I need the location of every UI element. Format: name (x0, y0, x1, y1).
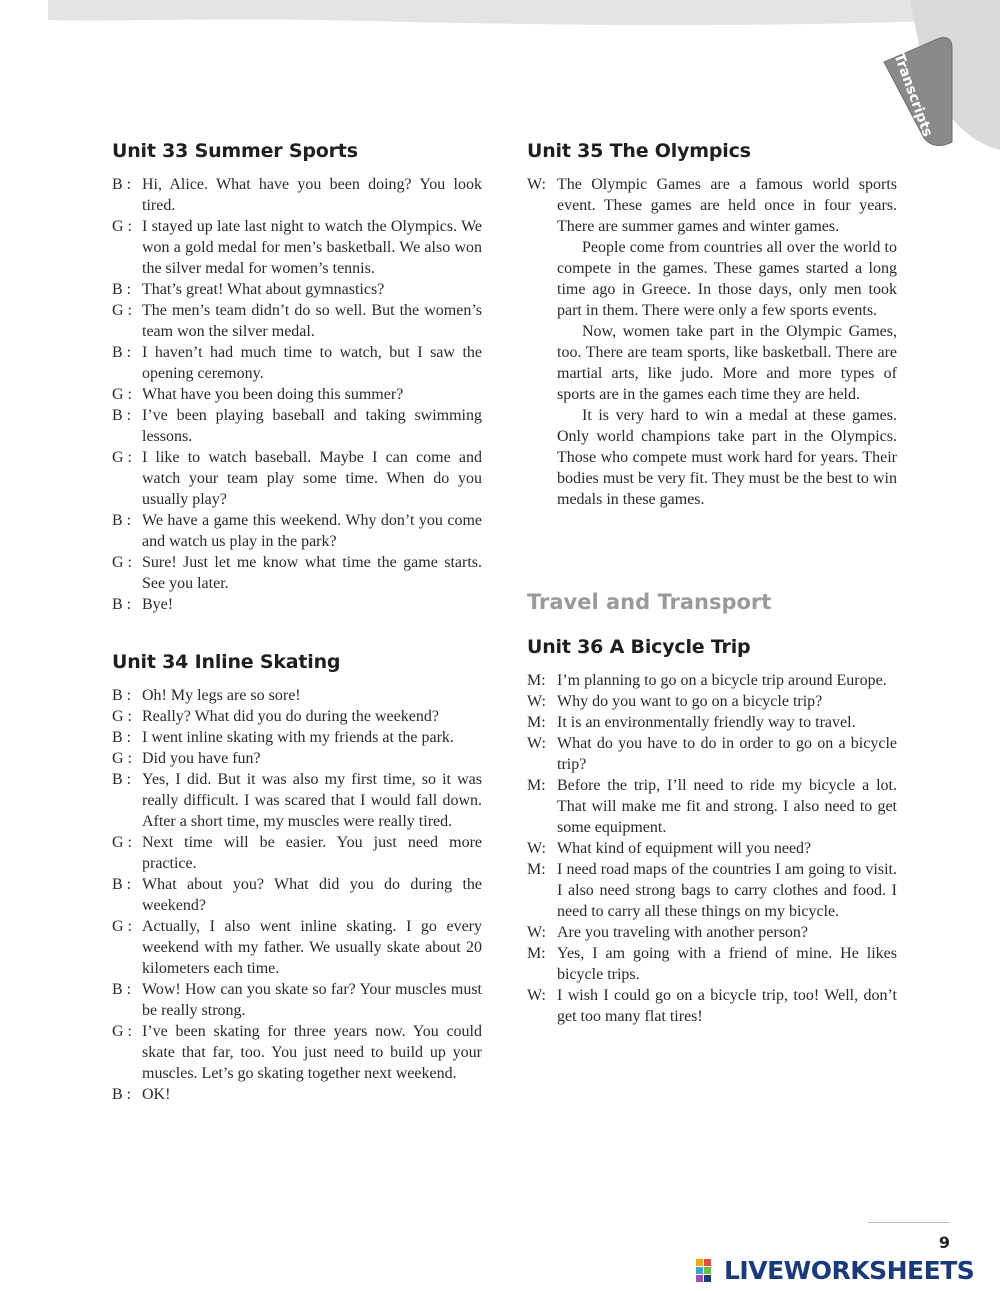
dialog-line: M: I need road maps of the countries I am going to visit. I also need strong bags to carry clothes and food. I need to carry all these things on my bicycle. (527, 861, 897, 920)
right-column (527, 140, 897, 1027)
dialog-line: B : We have a game this weekend. Why don’t you come and watch us play in the park? (112, 512, 482, 550)
dialog-line: G : Really? What did you do during the weekend? (112, 708, 439, 725)
dialog-line: B : What about you? What did you do during the weekend? (112, 876, 482, 914)
dialog-line: B : I haven’t had much time to watch, but I saw the opening ceremony. (112, 344, 482, 382)
liveworksheets-icon (696, 1257, 720, 1283)
dialog-line: M: Yes, I am going with a friend of mine. He likes bicycle trips. (527, 945, 897, 983)
transcripts-tab-label: Transcripts (890, 51, 936, 139)
brand-name: LIVEWORKSHEETS (724, 1255, 975, 1285)
dialog-line: B : Hi, Alice. What have you been doing? You look tired. (112, 176, 482, 214)
dialog-line: B : Wow! How can you skate so far? Your muscles must be really strong. (112, 981, 482, 1019)
unit-35-narration (527, 174, 897, 510)
unit-36-title: Unit 36 A Bicycle Trip (527, 636, 751, 658)
dialog-line: B : I’ve been playing baseball and taking swimming lessons. (112, 407, 482, 445)
dialog-line: M: Before the trip, I’ll need to ride my bicycle a lot. That will make me fit and strong. I also need to get some equipment. (527, 777, 897, 836)
left-column (112, 140, 482, 1105)
narration-paragraph: People come from countries all over the world to compete in the games. These games started a long time ago in Greece. In those days, only men took part in them. There were only a few sports events. (557, 239, 897, 319)
dialog-line: W: I wish I could go on a bicycle trip, too! Well, don’t get too many flat tires! (527, 987, 897, 1025)
dialog-line: G : Did you have fun? (112, 750, 261, 767)
dialog-line: B : Bye! (112, 596, 174, 613)
liveworksheets-logo[interactable] (696, 1254, 974, 1286)
unit-33-dialog (112, 174, 482, 615)
dialog-line: G : Sure! Just let me know what time the game starts. See you later. (112, 554, 482, 592)
header-swoosh (48, 0, 1000, 25)
dialog-line: G : What have you been doing this summer? (112, 386, 404, 403)
unit-35-section (527, 140, 897, 510)
dialog-line: M: It is an environmentally friendly way to travel. (527, 714, 856, 731)
unit-34-section (112, 651, 482, 1105)
travel-section-title: Travel and Transport (527, 590, 772, 614)
dialog-line: G : The men’s team didn’t do so well. But the women’s team won the silver medal. (112, 302, 482, 340)
transcripts-tab (886, 50, 940, 140)
dialog-line: B : Yes, I did. But it was also my first time, so it was really difficult. I was scared that I would fall down. After a short time, my muscles were really tired. (112, 771, 482, 830)
dialog-line: G : Actually, I also went inline skating. I go every weekend with my father. We usually skate about 20 kilometers each time. (112, 918, 482, 977)
dialog-line: G : I like to watch baseball. Maybe I can come and watch your team play some time. When do you usually play? (112, 449, 482, 508)
dialog-line: W: What kind of equipment will you need? (527, 840, 812, 857)
unit-36-dialog (527, 670, 897, 1027)
unit-34-dialog (112, 685, 482, 1105)
dialog-line: B : Oh! My legs are so sore! (112, 687, 301, 704)
unit-34-title: Unit 34 Inline Skating (112, 651, 341, 673)
dialog-line: W: What do you have to do in order to go on a bicycle trip? (527, 735, 897, 773)
dialog-line: G : Next time will be easier. You just need more practice. (112, 834, 482, 872)
narration-paragraph: Now, women take part in the Olympic Games, too. There are team sports, like basketball. There are martial arts, like judo. More and more types of sports are in the games each time they are held. (557, 323, 897, 403)
dialog-line: B : That’s great! What about gymnastics? (112, 281, 385, 298)
unit-35-title: Unit 35 The Olympics (527, 140, 751, 162)
narration-paragraph: The Olympic Games are a famous world sports event. These games are held once in four years. There are summer games and winter games. (557, 176, 897, 235)
dialog-line: B : I went inline skating with my friends at the park. (112, 729, 454, 746)
dialog-line: G : I stayed up late last night to watch the Olympics. We won a gold medal for men’s basketball. We also won the silver medal for women’s tennis. (112, 218, 482, 277)
dialog-line: G : I’ve been skating for three years now. You could skate that far, too. You just need to build up your muscles. Let’s go skating together next weekend. (112, 1023, 482, 1082)
unit-33-section (112, 140, 482, 615)
narration-paragraph: It is very hard to win a medal at these games. Only world champions take part in the Olympics. Those who compete must work hard for years. Their bodies must be very fit. They must be the best to win medals in these games. (557, 407, 897, 508)
unit-36-section (527, 636, 897, 1027)
dialog-line: W: Why do you want to go on a bicycle trip? (527, 693, 823, 710)
dialog-line: M: I’m planning to go on a bicycle trip around Europe. (527, 672, 887, 689)
dialog-line: B : OK! (112, 1086, 171, 1103)
header-band (0, 0, 1000, 160)
unit-33-title: Unit 33 Summer Sports (112, 140, 358, 162)
dialog-line: W: Are you traveling with another person? (527, 924, 809, 941)
narrator-label: W: (527, 176, 546, 193)
page-number: 9 (868, 1222, 950, 1252)
